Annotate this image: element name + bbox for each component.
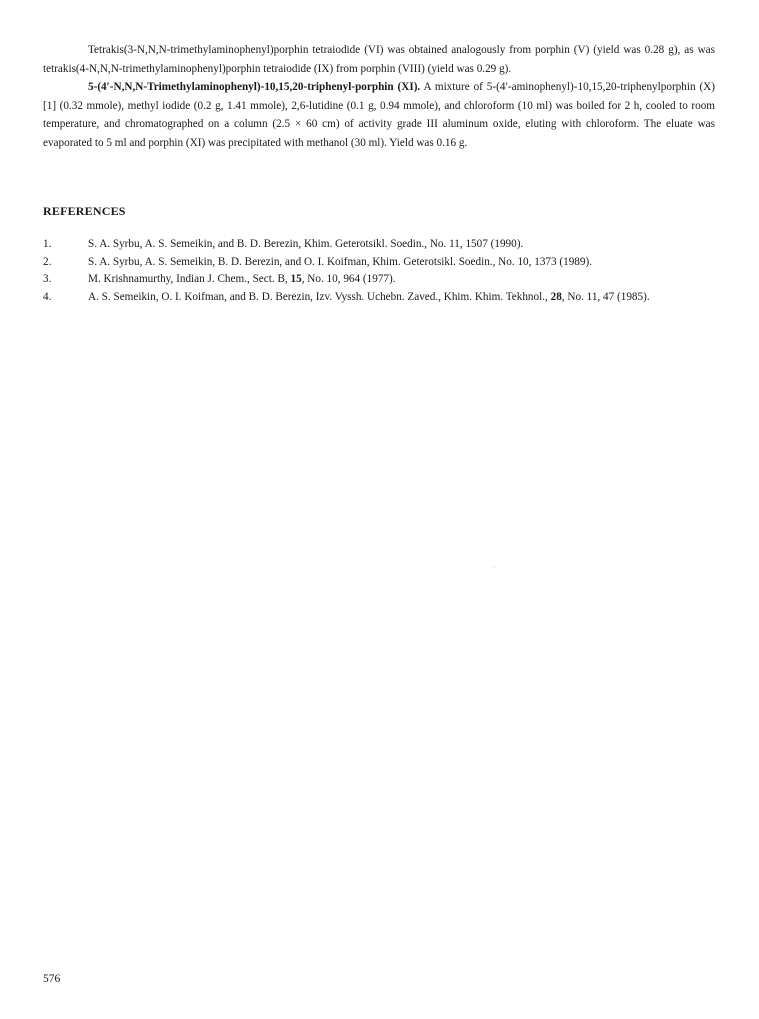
body-text	[43, 41, 715, 153]
reference-text: A. S. Semeikin, O. I. Koifman, and B. D. Berezin, Izv. Vyssh. Uchebn. Zaved., Khim. Khim. Tekhnol., 28, No. 11, 47 (1985).	[88, 290, 650, 303]
paragraph	[43, 41, 715, 78]
page-number: 576	[43, 973, 61, 985]
references-list	[43, 236, 715, 306]
reference-item	[43, 289, 715, 307]
reference-text: S. A. Syrbu, A. S. Semeikin, and B. D. Berezin, Khim. Geterotsikl. Soedin., No. 11, 1507 (1990).	[88, 238, 524, 250]
paragraph-text: A mixture of 5-(4′-aminophenyl)-10,15,20-triphenylporphin (X) [1] (0.32 mmole), methyl iodide (0.2 g, 1.41 mmole), 2,6-lutidine (0.1 g, 0.94 mmole), and chloroform (10 ml) was boiled for 2 h, cooled to room temperature, and chromatographed on a column (2.5 × 60 cm) of activity grade III aluminum oxide, eluting with chloroform. The eluate was evaporated to 5 ml and porphin (XI) was precipitated with methanol (30 ml). Yield was 0.16 g.	[43, 81, 715, 149]
reference-item	[43, 236, 715, 254]
reference-text: M. Krishnamurthy, Indian J. Chem., Sect. B, 15, No. 10, 964 (1977).	[88, 273, 396, 285]
reference-number: 2.	[43, 255, 52, 268]
reference-number: 3.	[43, 273, 52, 285]
stray-dot: ·	[493, 565, 495, 571]
reference-text: S. A. Syrbu, A. S. Semeikin, B. D. Berezin, and O. I. Koifman, Khim. Geterotsikl. Soedin., No. 10, 1373 (1989).	[88, 255, 593, 268]
reference-item	[43, 254, 715, 272]
reference-item	[43, 271, 715, 289]
paragraph	[43, 78, 715, 152]
compound-heading: 5-(4′-N,N,N-Trimethylaminophenyl)-10,15,20-triphenyl-porphin (XI).	[88, 81, 421, 94]
reference-number: 1.	[43, 238, 52, 250]
reference-number: 4.	[43, 290, 52, 303]
paragraph-text: Tetrakis(3-N,N,N-trimethylaminophenyl)porphin tetraiodide (VI) was obtained analogously from porphin (V) (yield was 0.28 g), as was tetrakis(4-N,N,N-trimethylaminophenyl)porphin tetraiodide (IX) from porphin (VIII) (yield was 0.29 g).	[43, 44, 715, 75]
references-title: REFERENCES	[43, 204, 126, 218]
